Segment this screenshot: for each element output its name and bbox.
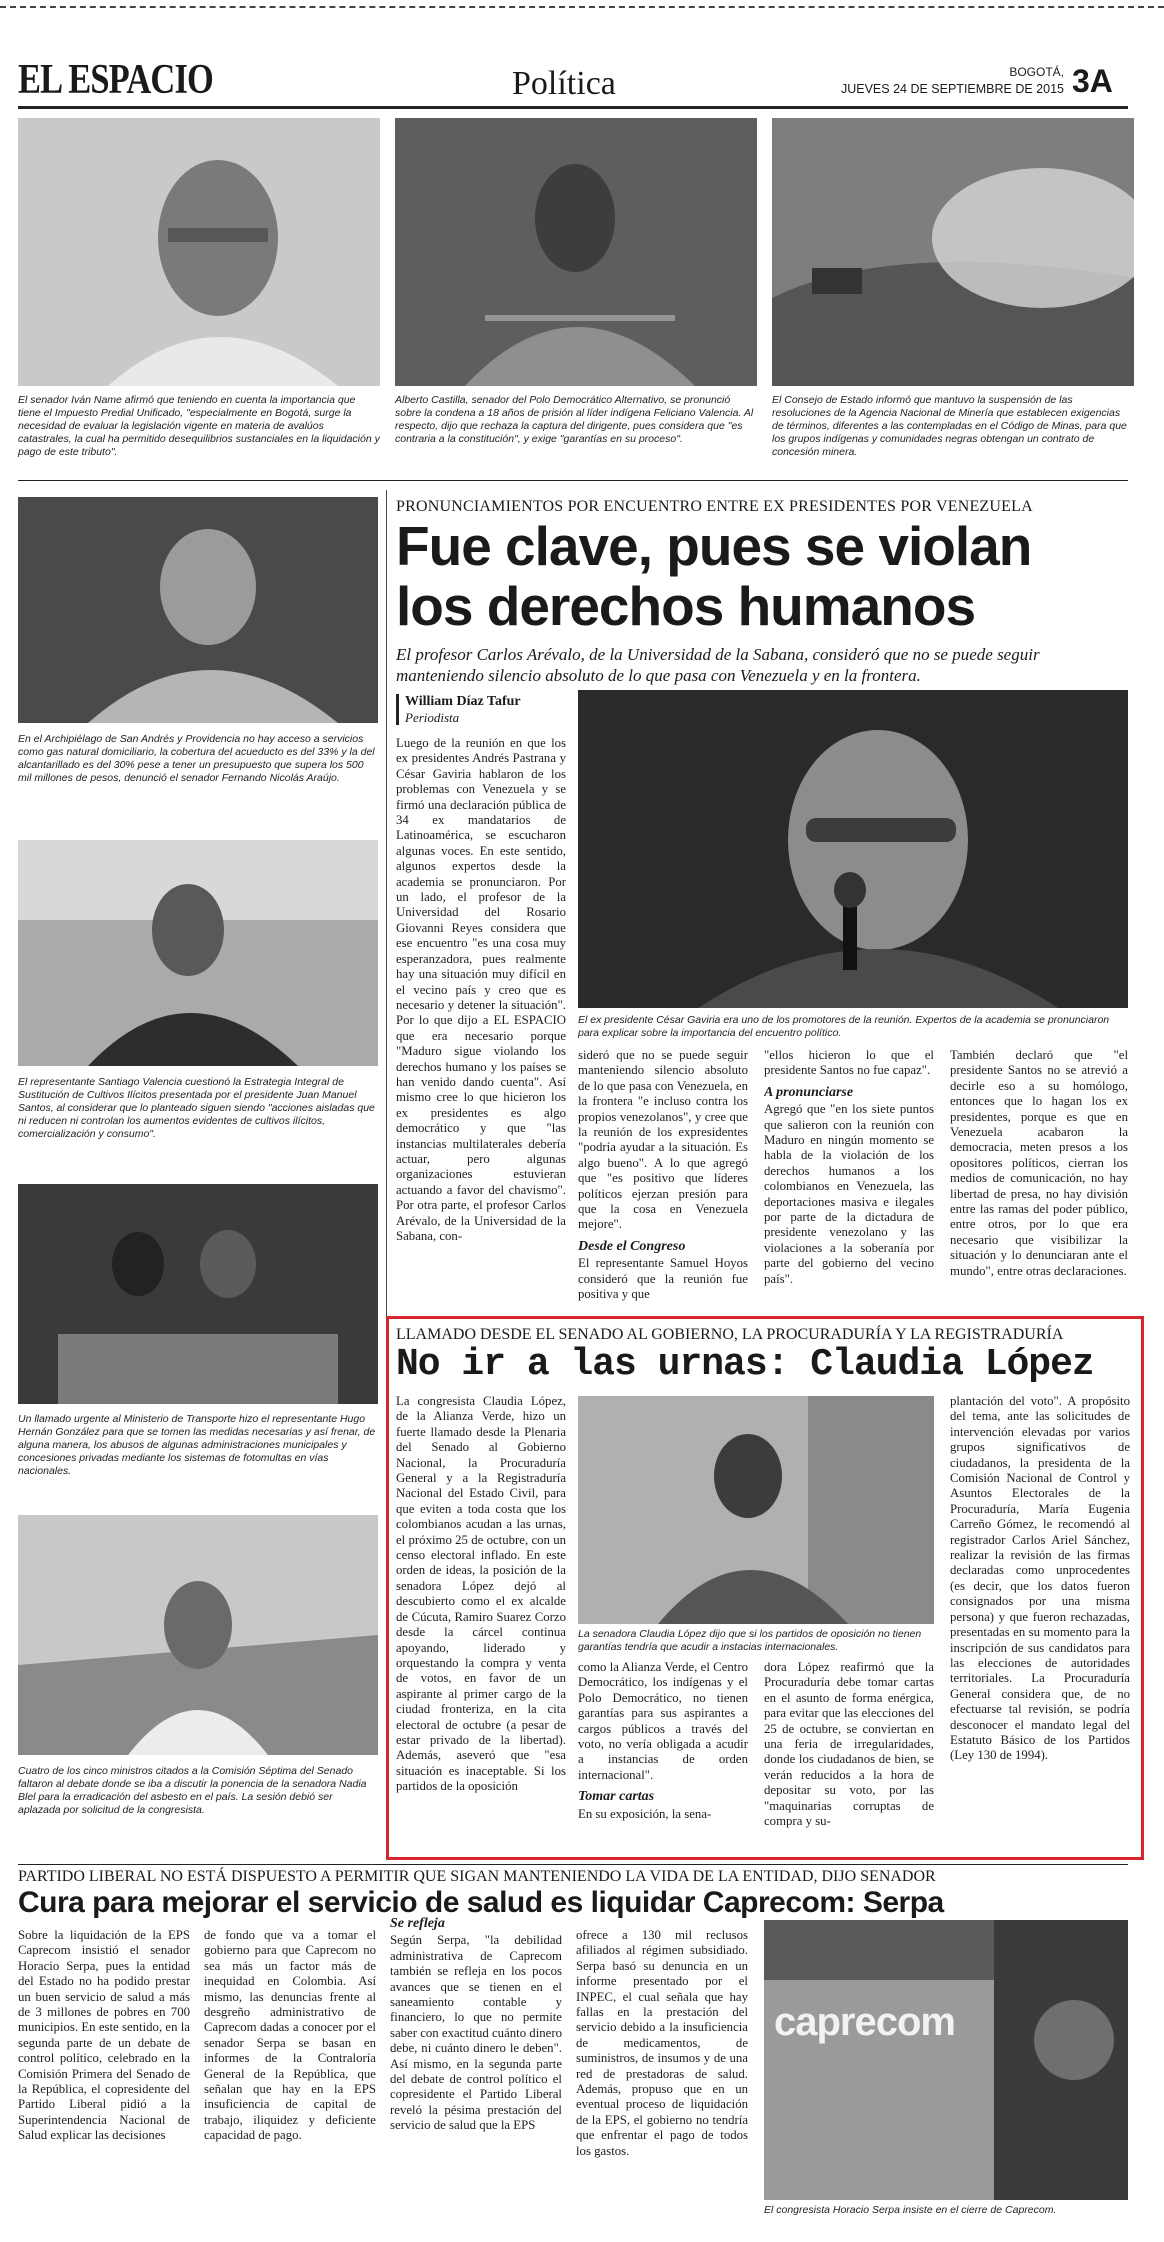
article1-kicker: PRONUNCIAMIENTOS POR ENCUENTRO ENTRE EX PRESIDENTES POR VENEZUELA [396,498,1033,515]
article2-col4: plantación del voto". A propósito del tema, ante las solicitudes de intervención elevadas por varios grupos significativos de ciudadanos, la presidenta de la Comisión Nacional de Control y Asuntos Electorales de la Procuraduría, María Eugenia Carreño Gómez, le recomendó al registrador Carlos Ariel Sánchez, realizar la revisión de las firmas declaradas como unprocedentes (es decir, que los datos fueron consignados por una misma persona) y que fueron rechazadas, presentadas en su momento para la inscripción de sus candidatos para las elecciones de autoridades territoriales. La Procuraduría General considera que, de no efectuarse tal revisión, se podría desconocer el mandato legal del Estatuto Básico de los Partidos (Ley 130 de 1994). [950,1394,1130,1763]
caption-santiago-valencia: El representante Santiago Valencia cuestionó la Estrategia Integral de Sustitución de Cultivos Ilícitos presentada por el presidente Juan Manuel Santos, al considerar que lo planteado siguen siendo "acciones aisladas que ni reducen ni controlan los aumentos evidentes de cultivos ilícitos, comercialización y consumo". [18,1076,375,1140]
page-number: 3A [1072,63,1113,99]
article2-kicker: LLAMADO DESDE EL SENADO AL GOBIERNO, LA PROCURADURÍA Y LA REGISTRADURÍA [396,1326,1064,1343]
caption-alberto-castilla: Alberto Castilla, senador del Polo Democrático Alternativo, se pronunció sobre la condena a 18 años de prisión al líder indígena Feliciano Valencia. Al respecto, dijo que rechaza la captura del dirigente, pues considera que "es contraria a la constitución", y exige "garantías en su proceso". [395,394,754,445]
article2-col2b-text: En su exposición, la sena- [578,1806,712,1821]
photo-alberto-castilla [395,118,757,386]
masthead-rule [18,106,1128,109]
caption-cesar-gaviria: El ex presidente César Gaviria era uno de los promotores de la reunión. Expertos de la academia se pronunciaron para explicar sobre la importancia del encuentro político. [578,1014,1110,1039]
article1-col3b-text: Agregó que "en los siete puntos que salieron con la reunión con Maduro en ningún momento se habla de la violación de los derechos humanos a los colombianos en Venezuela, las deportaciones masiva e ilegales por parte de la dictadura de presidente venezolano y las violaciones a la soberanía por parte del gobierno del vecino país". [764,1102,934,1286]
article2-col2-text: como la Alianza Verde, el Centro Democrático, los indígenas y el Polo Democrático, no tienen garantías para sus aspirantes a cargos públicos a través del voto, no vería obligada a acudir a instancias de orden internacional". [578,1660,748,1782]
article2-headline: No ir a las urnas: Claudia López [396,1343,1094,1386]
article3-col4: ofrece a 130 mil reclusos afiliados al régimen subsidiado. Serpa basó su denuncia en un informe presentado por el INPEC, el cual señala que hay fallas en la prestación del servicio debido a la insuficiencia de medicamentos, de suministros, de insumos y de una red de prestadoras de salud. Además, propuso que en un eventual proceso de liquidación de la EPS, el gobierno no tendría que enfrentar el pago de todos los gastos. [576,1928,748,2158]
article1-col3a-text: "ellos hicieron lo que el presidente Santos no fue capaz". [764,1048,934,1078]
article1-dek: El profesor Carlos Arévalo, de la Universidad de la Sabana, consideró que no se puede seguir manteniendo silencio absoluto de lo que pasa con Venezuela y en la frontera. [396,645,1040,685]
article2-col2 [578,1660,748,1850]
caption-nadia-blel: Cuatro de los cinco ministros citados a la Comisión Séptima del Senado faltaron al debate donde se iba a discutir la ponencia de la senadora Nadia Blel para la erradicación del asbesto en el país. La sesión debió ser aplazada por solicitud de la congresista. [18,1765,367,1816]
photo-ivan-name [18,118,380,386]
article3-col3-text: Según Serpa, "la debilidad administrativa de Caprecom también se refleja en los pocos avances que se tienen en el saneamiento contable y financiero, lo que no permite saber con exactitud cuánto dinero debe, ni cuánto dinero le deben". Así mismo, en la segunda parte del debate de control político el copresidente el Partido Liberal reveló la pésima prestación del servicio de salud que la EPS [390,1933,562,2133]
article1-col4: También declaró que "el presidente Santos no se atrevió a decirle eso a su homólogo, entonces que lo hagan los ex presidentes, porque es que en Venezuela acabaron la democracia, meten presos a los opositores políticos, cierran los medios de comunicación, no hay libertad de presa, no hay división entre las ramas del poder público, entre otros, por lo que era necesario que visibilizar la situación y lo denunciaran ante el mundo", entre otras declaraciones. [950,1048,1128,1278]
masthead-date: JUEVES 24 DE SEPTIEMBRE DE 2015 [840,82,1064,96]
subhead-se-refleja: Se refleja [390,1916,445,1931]
article3-kicker: PARTIDO LIBERAL NO ESTÁ DISPUESTO A PERMITIR QUE SIGAN MANTENIENDO LA VIDA DE LA ENTIDAD, DIJO SENADOR [18,1868,936,1885]
photo-claudia-lopez [578,1396,934,1624]
top-dashed-border [0,6,1164,8]
masthead-city: BOGOTÁ, [1009,65,1064,79]
caption-mining: El Consejo de Estado informó que mantuvo la suspensión de las resoluciones de la Agencia Nacional de Minería que establecen exigencias de términos, diferentes a las contempladas en el Código de Minas, para que los grupos indígenas y comunidades negras obtengan un contrato de concesión minera. [772,394,1127,458]
author-name: William Díaz Tafur [405,694,521,709]
photo-hugo-gonzalez [18,1184,378,1404]
author-role: Periodista [405,710,460,725]
photo-nadia-blel [18,1515,378,1755]
section-title: Política [512,65,616,102]
article1-col2 [578,1048,748,1312]
photo-santiago-valencia [18,840,378,1066]
article1-col2b-text: El representante Samuel Hoyos consideró que la reunión fue positiva y que [578,1256,748,1302]
article3-top-rule [18,1864,1128,1865]
subhead-desde-el-congreso: Desde el Congreso [578,1238,686,1254]
article1-col1: Luego de la reunión en que los ex presidentes Andrés Pastrana y César Gaviria hablaron de los problemas con Venezuela y se firmó una declaración pública de 34 ex mandatarios de Latinoamérica, se escucharon algunas voces. En este sentido, algunos expertos desde la academia se pronunciaron. Por un lado, el profesor de la Universidad del Rosario Giovanni Reyes considera que ese encuentro "es una cosa muy esperanzadora, pues realmente hay una situación muy difícil en el vecino país y creo que es necesario y detener la situación". Por lo que dijo a EL ESPACIO que era necesario porque "Maduro sigue violando los derechos humano y los países se han venido dando cuenta". Así mismo cree lo que hicieron los ex presidentes es algo democrático y que "las instancias multilaterales debería actuar, pero algunas organizaciones estuvieran actuando a favor del chavismo". Por otra parte, el profesor Carlos Arévalo, de la Universidad de la Sabana, con- [396,736,566,1243]
article2-col1: La congresista Claudia López, de la Alianza Verde, hizo un fuerte llamado desde la Plenaria del Senado al Gobierno Nacional, la Procuraduría General y a la Registraduría Nacional del Estado Civil, para que eviten a toda costa que los colombianos acudan a las urnas, el próximo 25 de octubre, con un censo electoral inflado. En este orden de ideas, la posición de la senadora López dejó al descubierto como el ex alcalde de Cúcuta, Ramiro Suarez Corzo desde la cárcel continua apoyando, liderado y orquestando la compra y venta de votos, en favor de un aspirante al primer cargo de la ciudad fronteriza, en la cita electoral de octubre (a pesar de estar privado de la libertad). Además, aseveró que "esa situación es inaceptable. Si los partidos de la oposición [396,1394,566,1794]
caption-claudia-lopez: La senadora Claudia López dijo que si los partidos de oposición no tienen garantías tendría que acudir a instacias internacionales. [578,1628,922,1653]
article3-headline: Cura para mejorar el servicio de salud es liquidar Caprecom: Serpa [18,1886,944,1919]
top-row-rule [18,480,1128,481]
subhead-tomar-cartas: Tomar cartas [578,1789,655,1805]
photo-san-andres [18,497,378,723]
photo-cesar-gaviria [578,690,1128,1008]
caption-san-andres: En el Archipiélago de San Andrés y Providencia no hay acceso a servicios como gas natural domiciliario, la cobertura del acueducto es del 33% y la del alcantarillado es del 30% pese a tener un presupuesto que supera los 500 mil millones de pesos, denunció el senador Fernando Nicolás Araújo. [18,733,375,784]
article3-col1: Sobre la liquidación de la EPS Caprecom insistió el senador Horacio Serpa, pues la entidad del Estado no ha podido prestar un buen servicio de salud a más de 3 millones de pobres en 700 municipios. En este sentido, en la segunda parte de un debate de control político, celebrado en la Comisión Primera del Senado de la República, el copresidente del Partido Liberal pidió a la Superintendencia Nacional de Salud explicar las decisiones [18,1928,190,2143]
caprecom-sign: caprecom [774,2000,955,2044]
article3-col3 [390,1916,562,2228]
article1-byline [396,694,521,725]
photo-caprecom-building [764,1920,1128,2200]
article1-headline-line2: los derechos humanos [396,575,976,637]
caption-ivan-name: El senador Iván Name afirmó que teniendo en cuenta la importancia que tiene el Impuesto Predial Unificado, "especialmente en Bogotá, surge la necesidad de evaluar la legislación vigente en materia de avalúos catastrales, la cual ha permitido desequilibrios sustanciales en la liquidación y pago de este tributo". [18,394,380,458]
article2-col3: dora López reafirmó que la Procuraduría debe tomar cartas en el asunto de forma enérgica, para evitar que las elecciones del 25 de octubre, se conviertan en una feria de irregularidades, donde los ciudadanos de bien, se verán reducidos a la hora de depositar su voto, por las "maquinarias corruptas de compra y su- [764,1660,934,1829]
article3-col2: de fondo que va a tomar el gobierno para que Caprecom no sea más un factor más de inequidad en Colombia. Así mismo, las denuncias frente al desgreño administrativo de Caprecom dadas a conocer por el senador Serpa se basan en informes de la Contraloría General de la República, que señalan que hay en la EPS insuficiencia de capital de trabajo, iliquidez y deficiente capacidad de pago. [204,1928,376,2143]
article1-col3 [764,1048,934,1312]
subhead-a-pronunciarse: A pronunciarse [764,1084,854,1100]
caption-caprecom: El congresista Horacio Serpa insiste en el cierre de Caprecom. [764,2204,1057,2216]
caption-hugo-gonzalez: Un llamado urgente al Ministerio de Transporte hizo el representante Hugo Hernán González para que se tomen las medidas necesarias y así frenar, de alguna manera, los abusos de algunas administraciones municipales y concesiones privadas mediante los sistemas de fotomultas en vías nacionales. [18,1413,376,1477]
article1-col2-text: sideró que no se puede seguir manteniendo silencio absoluto de lo que pasa con Venezuela, en la frontera "e incluso contra los propios venezolanos", y cree que la reunión de los expresidentes "podría ayudar a la situación. Es algo bueno". A lo que agregó que "es positivo que líderes políticos ejerzan presión para que la cosa en Venezuela mejore". [578,1048,748,1232]
photo-mining [772,118,1134,386]
article1-headline-line1: Fue clave, pues se violan [396,515,1032,577]
brand-logo: EL ESPACIO [18,57,213,103]
